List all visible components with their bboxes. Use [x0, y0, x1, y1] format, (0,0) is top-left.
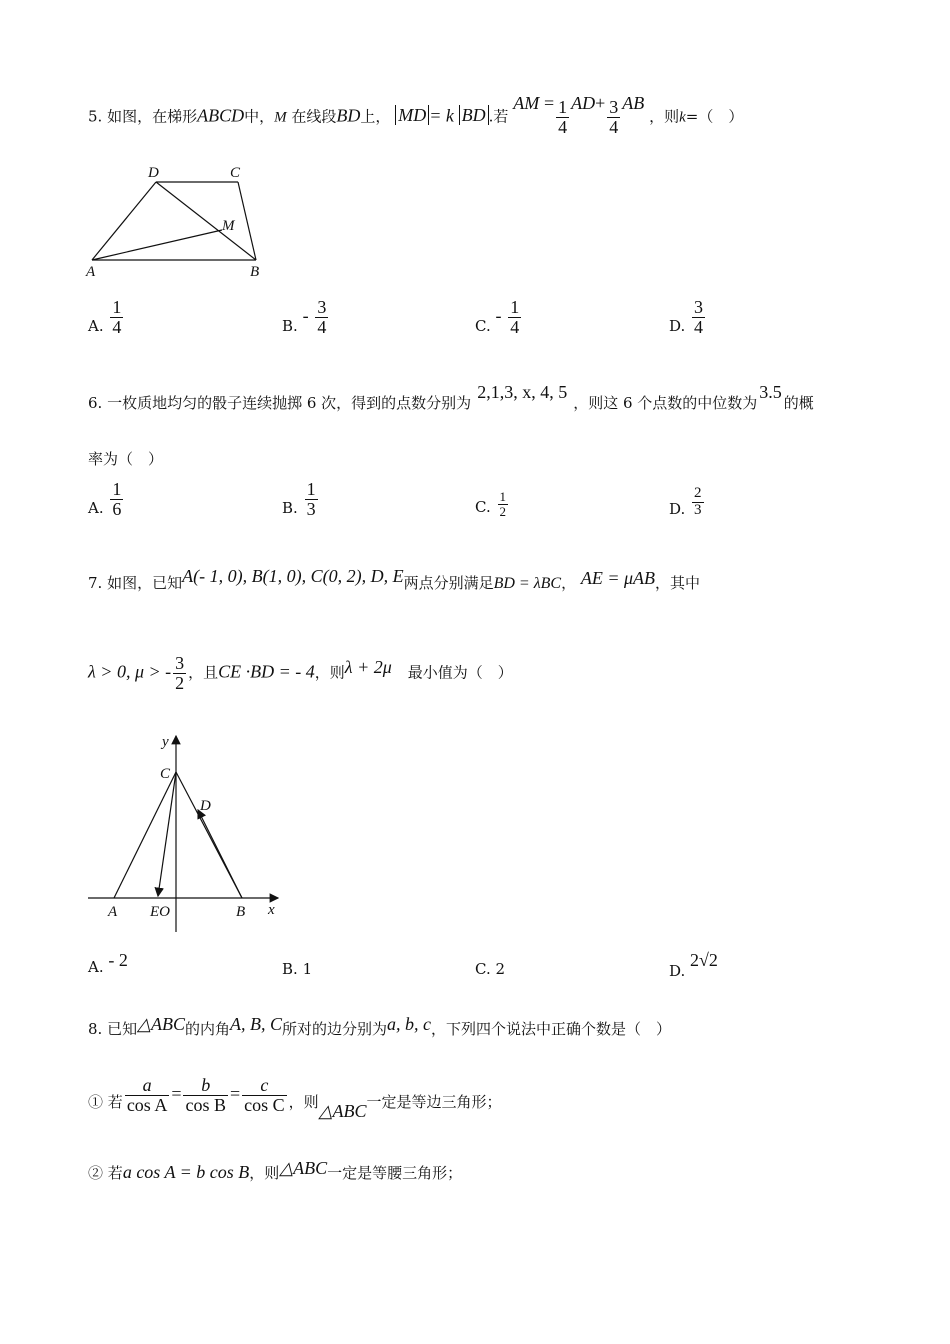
frac-den: cos B	[185, 1094, 226, 1115]
q7-text: 最小值为（ ）	[407, 663, 513, 682]
vector-bd	[198, 810, 242, 898]
q5-number: 5.	[88, 107, 103, 126]
q7-condition: λ > 0, μ > -	[88, 661, 172, 682]
frac-den: 4	[510, 316, 520, 337]
q6-option-d[interactable]	[669, 486, 706, 519]
q5-frac-1-4	[556, 98, 569, 137]
label-y: y	[162, 734, 169, 750]
q5-text: 在线段	[291, 107, 337, 126]
q7-frac-3-2	[173, 654, 186, 693]
frac-den: 6	[112, 498, 122, 519]
q8-statement-2	[88, 1158, 463, 1183]
q7-text: ，	[561, 574, 577, 592]
equals-sign: =	[229, 1083, 241, 1104]
q6-option-c[interactable]	[475, 490, 510, 518]
q7-text: ，且	[188, 663, 219, 682]
q7-bd-eq: BD = λBC	[493, 575, 562, 592]
option-label: C.	[475, 498, 491, 517]
frac-num: 1	[306, 479, 316, 499]
label-b: B	[250, 264, 260, 280]
q8-stem	[88, 1014, 671, 1039]
q5-frac-3-4	[607, 98, 620, 137]
statement-mark: ②	[88, 1164, 104, 1182]
q8-s2-text: 一定是等腰三角形；	[327, 1164, 463, 1182]
frac-num: b	[183, 1076, 228, 1096]
q7-points: A(- 1, 0), B(1, 0), C(0, 2), D, E	[182, 566, 404, 586]
q6-text: 的概	[783, 394, 814, 412]
q8-s1-text: ，则	[288, 1093, 319, 1112]
option-fraction	[692, 298, 705, 337]
option-label: A.	[88, 958, 104, 976]
label-eo: EO	[150, 904, 170, 920]
q8-text: 所对的边分别为	[281, 1020, 387, 1038]
option-label: D.	[669, 500, 686, 519]
q7-expression: λ + 2μ	[344, 657, 392, 678]
segment-am	[92, 230, 222, 260]
q8-s2-text: 若	[107, 1164, 123, 1182]
q6-number: 6.	[88, 394, 103, 412]
frac-den: 4	[558, 116, 568, 137]
option-value: 2√2	[690, 950, 718, 970]
q8-angles: A, B, C	[229, 1014, 282, 1034]
q8-text: 已知	[107, 1020, 138, 1038]
option-fraction	[692, 486, 704, 519]
frac-num: 3	[175, 653, 185, 673]
frac-den: 2	[499, 503, 506, 519]
frac-den: 4	[317, 316, 327, 337]
option-sign: -	[302, 305, 309, 326]
label-x: x	[268, 902, 275, 918]
q6-option-b[interactable]	[282, 480, 320, 519]
frac-num: 1	[510, 297, 520, 317]
frac-num: 3	[317, 297, 327, 317]
q7-text: 如图，已知	[107, 574, 183, 592]
frac-num: 3	[609, 97, 619, 117]
q5-text: 上，	[360, 107, 391, 126]
q7-coordinate-figure	[80, 728, 290, 940]
option-sign: -	[495, 305, 502, 326]
frac-num: 2	[694, 485, 702, 501]
label-d: D	[148, 165, 159, 181]
q6-stem-continued	[88, 448, 163, 469]
q5-stem	[88, 93, 744, 137]
q7-number: 7.	[88, 574, 103, 592]
q5-text: ，则	[649, 107, 680, 126]
q7-stem	[88, 566, 701, 593]
option-label: D.	[669, 962, 686, 980]
option-fraction	[305, 480, 318, 519]
option-label: B.	[282, 960, 298, 978]
frac-den: cos C	[244, 1094, 285, 1115]
label-m: M	[222, 218, 235, 234]
q7-ae-eq: AE = μAB	[580, 568, 656, 588]
option-fraction	[508, 298, 521, 337]
q7-option-b[interactable]	[282, 960, 312, 978]
q7-option-d[interactable]	[669, 950, 718, 980]
frac-den: 4	[112, 316, 122, 337]
q5-abs-bd: BD	[459, 105, 489, 125]
q5-text: 中，	[244, 107, 275, 126]
frac-a-cosA	[125, 1076, 170, 1115]
option-label: B.	[282, 317, 298, 336]
q5-option-b[interactable]	[282, 298, 330, 337]
option-fraction	[110, 298, 123, 337]
q6-median: 3.5	[759, 382, 782, 402]
q5-trapezoid-figure	[80, 158, 280, 284]
q8-s2-triangle: △ABC	[279, 1158, 328, 1178]
q6-text: 一枚质地均匀的骰子连续抛掷 6 次，得到的点数分别为	[107, 394, 472, 412]
q7-option-c[interactable]	[475, 960, 505, 978]
frac-den: 4	[694, 316, 704, 337]
q5-text: =（ ）	[685, 107, 744, 126]
q7-text: 两点分别满足	[403, 574, 494, 592]
frac-num: 1	[499, 489, 506, 504]
label-c: C	[230, 165, 241, 181]
option-value: 2	[495, 960, 506, 978]
q7-stem-continued	[88, 654, 513, 693]
frac-num: c	[242, 1076, 287, 1096]
q7-dot-product: CE ·BD = - 4	[218, 661, 315, 682]
frac-den: 4	[609, 116, 619, 137]
option-value: 1	[302, 960, 313, 978]
q8-s1-text: 一定是等边三角形；	[366, 1093, 502, 1112]
q5-m: M	[274, 109, 287, 126]
frac-num: 1	[112, 297, 122, 317]
option-label: D.	[669, 317, 686, 336]
label-a: A	[108, 904, 118, 920]
option-label: B.	[282, 499, 298, 518]
q5-eq: =	[543, 93, 555, 114]
q6-stem	[88, 382, 814, 413]
q8-s1-text: 若	[107, 1093, 123, 1112]
q6-sequence: 2,1,3, x, 4, 5	[477, 382, 568, 402]
q8-s2-expression: a cos A = b cos B	[122, 1162, 250, 1182]
frac-den: 3	[306, 498, 316, 519]
option-label: A.	[88, 499, 104, 518]
q5-k: k	[679, 109, 686, 126]
q5-abcd: ABCD	[197, 105, 245, 126]
q5-text: 如图，在梯形	[107, 107, 198, 126]
frac-den: cos A	[126, 1094, 168, 1115]
q6-text: 率为（ ）	[88, 450, 164, 468]
q7-option-a[interactable]	[88, 950, 128, 977]
q7-text: ，则	[314, 663, 345, 682]
q5-ad: AD	[571, 93, 596, 114]
frac-c-cosC	[242, 1076, 287, 1115]
q5-option-d[interactable]	[669, 298, 707, 337]
q8-text: ，下列四个说法中正确个数是（ ）	[430, 1020, 671, 1038]
edge-ad	[92, 182, 156, 260]
option-label: C.	[475, 960, 491, 978]
frac-num: 1	[558, 97, 568, 117]
option-value: - 2	[108, 950, 128, 970]
frac-b-cosB	[183, 1076, 228, 1115]
statement-mark: ①	[88, 1093, 104, 1112]
label-b: B	[236, 904, 246, 920]
q6-option-a[interactable]	[88, 480, 125, 519]
q5-abs-md: MD	[395, 105, 429, 125]
label-d: D	[200, 798, 211, 814]
frac-den: 2	[175, 672, 185, 693]
q8-statement-1	[88, 1075, 502, 1122]
q7-text: ，其中	[655, 574, 701, 592]
option-label: A.	[88, 317, 104, 336]
frac-num: a	[125, 1076, 170, 1096]
equals-sign: =	[171, 1083, 182, 1104]
option-label: C.	[475, 317, 491, 336]
q5-option-a[interactable]	[88, 298, 125, 337]
q5-eqk: = k	[429, 105, 454, 126]
frac-den: 3	[694, 501, 702, 518]
q5-am: AM	[513, 93, 540, 114]
q8-triangle: △ABC	[137, 1014, 185, 1034]
q8-text: 的内角	[184, 1020, 230, 1038]
q5-option-c[interactable]	[475, 298, 523, 337]
q5-text: .若	[488, 107, 509, 126]
option-fraction	[315, 298, 328, 337]
option-fraction	[110, 480, 123, 519]
q6-text: ，则这 6 个点数的中位数为	[573, 394, 758, 412]
q8-s2-text: ，则	[249, 1164, 280, 1182]
option-fraction	[498, 490, 509, 518]
q8-s1-triangle: △ABC	[318, 1101, 367, 1122]
frac-num: 1	[112, 479, 122, 499]
q5-ab: AB	[622, 93, 645, 114]
label-c: C	[160, 766, 171, 782]
label-a: A	[86, 264, 96, 280]
q5-bd: BD	[336, 105, 361, 126]
frac-num: 3	[694, 297, 704, 317]
q8-sides: a, b, c	[386, 1014, 431, 1034]
q8-number: 8.	[88, 1020, 103, 1038]
q5-plus: +	[595, 93, 606, 114]
